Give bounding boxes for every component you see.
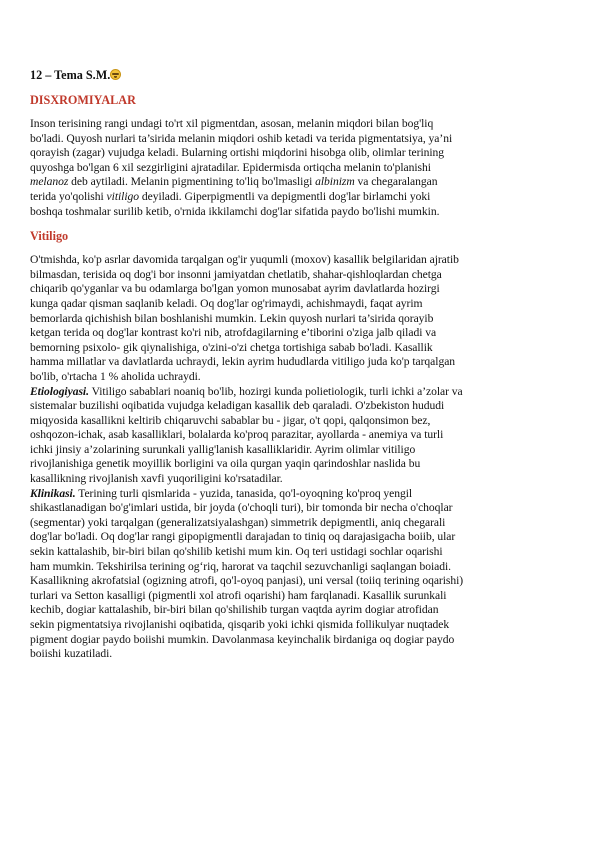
clinic-paragraph	[30, 487, 570, 662]
section-heading-vitiligo: Vitiligo	[30, 229, 69, 244]
text-line: ham mumkin. Tekshirilsa terining og‘riq, harorat va taqchil sezuvchanligi saqlangan boiadi.	[30, 559, 452, 573]
clinic-first-line	[30, 487, 570, 502]
text-line: qorayish (zagar) vujudga keladi. Bularning ortishi miqdorini hisobga olib, olimlar terining	[30, 146, 445, 160]
text-line: quyoshga bo'lgan 6 xil sezgirligini ajratadilar. Epidermisda ortiqcha melanin to'planishi	[30, 160, 431, 174]
text-line: kasallikning rivojlanish xavfi yuqoriligini ko'rsatadilar.	[30, 472, 283, 486]
document-page	[30, 68, 570, 662]
text-line: Kasallikning akrofatsial (ogizning atrofi, qo'l-oyoq panjasi), uni versal (toiiq terining oqarishi)	[30, 574, 464, 588]
text-line: O'tmishda, ko'p asrlar davomida tarqalgan og'ir yuqumli (moxov) kasallik belgilaridan ajratib	[30, 253, 459, 267]
text-line: bemorlarda qichishish bilan boshlanishi mumkin. Lekin quyosh nurlari ta’sirida qorayib	[30, 311, 434, 325]
text-line: (segmentar) yoki tarqalgan (generalizatsiyalashgan) simmetrik depigmentli, aniq chegarali	[30, 515, 446, 529]
text-line: sekin pigmentatsiya rivojlanishi oqibatida, qisqarib yoki ichki qismida follikulyar nuqtadek	[30, 618, 450, 631]
topic-title-text: 12 – Tema S.M.	[30, 68, 111, 82]
etiology-paragraph	[30, 385, 570, 487]
text-line: bilmasdan, terisida oq dog'i bor insonni jamiyatdan chetlatib, shahar-qishloqlardan chetga	[30, 267, 442, 281]
section-heading-disxromiyalar: DISXROMIYALAR	[30, 93, 136, 107]
clinic-first-line-text: Terining turli qismlarida - yuzida, tanasida, qo'l-oyoqning ko'proq yengil	[75, 486, 413, 500]
text-line: oshqozon-ichak, asab kasalliklari, bolalarda ko'proq parazitar, ayollarda - anemiya va turli	[30, 428, 444, 442]
text-line: ichki jinsiy a’zolarining surunkali yallig'lanish kasalliklaridir. Ayrim olimlar vitiligo	[30, 442, 416, 456]
etiology-label: Etiologiyasi.	[30, 384, 89, 398]
text-line: Inson terisining rangi undagi to'rt xil pigmentdan, asosan, melanin miqdori bilan bog'liq	[30, 117, 434, 130]
clinic-label: Klinikasi.	[30, 486, 76, 500]
text-line: sekin kattalashib, bir-biri bilan qo'shilib ketishi mum kin. Oq teri ustidagi sochlar oqarishi	[30, 545, 443, 559]
text-line: boshqa toshmalar surilib ketib, o'rnida ikkilamchi dog'lar sifatida paydo bo'lishi mumkin.	[30, 204, 440, 218]
text-line: chiqarib qo'yganlar va bu odamlarga bo'lgan yomon munosabat ayrim davlatlarda hozirgi	[30, 282, 440, 296]
italic-term: melanoz	[30, 175, 69, 189]
text-line: turlari va Setton kasalligi (pigmentli xol atrofi oqarishi) ham farqlanadi. Kasallik surunkali	[30, 588, 447, 602]
text-line-italic-terms: terida yo'qolishi vitiligo deyiladi. Giperpigmentli va depigmentli dog'lar birlamchi yoki	[30, 189, 431, 203]
face-emoji-icon	[110, 69, 121, 80]
topic-title	[30, 68, 570, 83]
text-line: bo'lib, o'rtacha 1 % aholida uchraydi.	[30, 369, 201, 383]
text-line: ketgan terida oq dog'lar kontrast ko'ri nib, atrofdagilarning e’tiborini o'ziga jalb qiladi va	[30, 326, 437, 340]
text-line: rivojlanishiga genetik moyillik borligini va oila qurgan yaqin qarindoshlar naslida bu	[30, 457, 421, 471]
text-line: boiishi kuzatiladi.	[30, 647, 113, 661]
text-line: hamma millatlar va davlatlarda uchraydi, lekin ayrim hududlarda vitiligo juda ko'p tarqalgan	[30, 355, 456, 369]
text-line: sistemalar buzilishi oqibatida vujudga keladigan kasallik deb qaraladi. O'zbekiston hududi	[30, 399, 445, 413]
vitiligo-paragraph	[30, 253, 570, 384]
etiology-first-line	[30, 385, 570, 400]
etiology-first-line-text: Vitiligo sabablari noaniq bo'lib, hozirgi kunda polietiologik, turli ichki a’zolar va	[88, 384, 463, 398]
italic-term: vitiligo	[106, 189, 139, 203]
text-line: bemorning psixolo- gik qiynalishiga, o'zini-o'zi chetga tortishiga sabab bo'ladi. Kasallik	[30, 340, 433, 354]
text-line: kunga qadar qisman saqlanib keladi. Oq dog'lar og'rimaydi, achishmaydi, faqat ayrim	[30, 296, 423, 310]
italic-term: albinizm	[315, 175, 355, 189]
text-line: dog'lar bo'ladi. Oq dog'lar rangi gipopigmentli darajadan to tiniq oq darajasigacha boiib, ular	[30, 530, 456, 544]
text-line: miqyosida kasallikni keltirib chiqaruvchi sabablar bu - jigar, o't qopi, qalqonsimon bez,	[30, 413, 431, 427]
text-line: pigment dogiar paydo boiishi mumkin. Davolanmasa keyinchalik birdaniga oq dogiar paydo	[30, 632, 455, 646]
text-line-italic-terms: melanoz deb aytiladi. Melanin pigmentining to'liq bo'lmasligi albinizm va chegaralangan	[30, 175, 438, 189]
text-line: shikastlanadigan bo'g'imlari ustida, bir joyda (o'choqli turi), bir tomonda bir necha o'choqlar	[30, 501, 453, 515]
text-line: bo'ladi. Quyosh nurlari ta’sirida melanin miqdori oshib ketadi va terida pigmentatsiya, ya’ni	[30, 131, 453, 145]
intro-paragraph	[30, 117, 570, 219]
text-line: kechib, dogiar kattalashib, bir-biri bilan qo'shilishib turgan vaqtda ayrim dogiar atrofidan	[30, 603, 439, 617]
